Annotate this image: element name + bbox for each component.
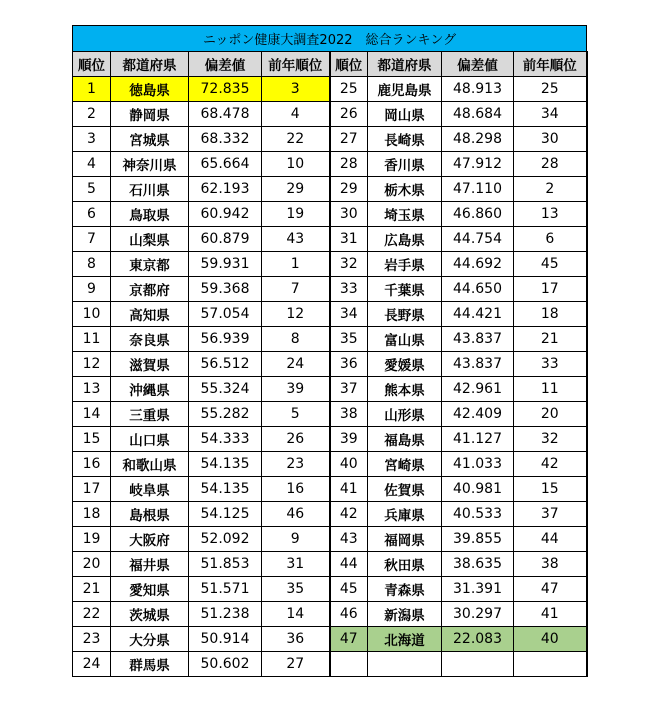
cell-prefecture: 埼玉県: [368, 202, 442, 227]
cell-rank: 23: [73, 627, 111, 652]
cell-score: 54.125: [189, 502, 262, 527]
cell-rank: 21: [73, 577, 111, 602]
table-row: [73, 202, 587, 227]
cell-previous-rank: 13: [514, 202, 587, 227]
table-row: [73, 427, 587, 452]
table-row: [73, 627, 587, 652]
cell-rank: 33: [330, 277, 368, 302]
cell-rank: 3: [73, 127, 111, 152]
cell-score: 48.298: [442, 127, 514, 152]
cell-prefecture: 鹿児島県: [368, 77, 442, 102]
cell-previous-rank: 26: [262, 427, 330, 452]
cell-previous-rank: 28: [514, 152, 587, 177]
cell-rank: 28: [330, 152, 368, 177]
cell-prefecture: 熊本県: [368, 377, 442, 402]
header-score: 偏差値: [442, 52, 514, 77]
cell-score: 51.571: [189, 577, 262, 602]
cell-previous-rank: 16: [262, 477, 330, 502]
cell-prefecture: 福井県: [111, 552, 189, 577]
table-row: [73, 227, 587, 252]
cell-score: 22.083: [442, 627, 514, 652]
cell-prefecture: 栃木県: [368, 177, 442, 202]
cell-previous-rank: 43: [262, 227, 330, 252]
cell-prefecture: 山形県: [368, 402, 442, 427]
cell-score: 59.931: [189, 252, 262, 277]
header-prefecture: 都道府県: [368, 52, 442, 77]
table-row: [73, 402, 587, 427]
cell-rank: 2: [73, 102, 111, 127]
cell-previous-rank: 35: [262, 577, 330, 602]
cell-score: 59.368: [189, 277, 262, 302]
cell-rank: 36: [330, 352, 368, 377]
table-row: [73, 652, 587, 677]
cell-score: 68.332: [189, 127, 262, 152]
cell-score: 60.879: [189, 227, 262, 252]
cell-rank: 45: [330, 577, 368, 602]
cell-prefecture: 三重県: [111, 402, 189, 427]
cell-prefecture: 石川県: [111, 177, 189, 202]
cell-previous-rank: 30: [514, 127, 587, 152]
cell-previous-rank: 15: [514, 477, 587, 502]
cell-score: 72.835: [189, 77, 262, 102]
cell-prefecture: 千葉県: [368, 277, 442, 302]
cell-previous-rank: 19: [262, 202, 330, 227]
cell-rank: 1: [73, 77, 111, 102]
cell-previous-rank: 5: [262, 402, 330, 427]
cell-score: 43.837: [442, 327, 514, 352]
header-rank: 順位: [330, 52, 368, 77]
table-row: [73, 502, 587, 527]
cell-prefecture: 群馬県: [111, 652, 189, 677]
cell-prefecture: 滋賀県: [111, 352, 189, 377]
cell-rank: 18: [73, 502, 111, 527]
cell-previous-rank: 39: [262, 377, 330, 402]
cell-previous-rank: 37: [514, 502, 587, 527]
cell-prefecture: 長崎県: [368, 127, 442, 152]
cell-prefecture: 大分県: [111, 627, 189, 652]
cell-previous-rank: 22: [262, 127, 330, 152]
empty-cell: [368, 652, 442, 677]
cell-prefecture: 新潟県: [368, 602, 442, 627]
header-previous-rank: 前年順位: [262, 52, 330, 77]
cell-score: 57.054: [189, 302, 262, 327]
cell-previous-rank: 46: [262, 502, 330, 527]
cell-score: 51.853: [189, 552, 262, 577]
cell-previous-rank: 6: [514, 227, 587, 252]
table-row: [73, 77, 587, 102]
cell-previous-rank: 44: [514, 527, 587, 552]
cell-rank: 20: [73, 552, 111, 577]
cell-prefecture: 徳島県: [111, 77, 189, 102]
cell-score: 42.961: [442, 377, 514, 402]
cell-rank: 13: [73, 377, 111, 402]
cell-rank: 41: [330, 477, 368, 502]
cell-prefecture: 秋田県: [368, 552, 442, 577]
cell-rank: 30: [330, 202, 368, 227]
cell-previous-rank: 23: [262, 452, 330, 477]
ranking-sheet: [72, 25, 586, 677]
cell-previous-rank: 9: [262, 527, 330, 552]
table-row: [73, 577, 587, 602]
cell-score: 48.913: [442, 77, 514, 102]
cell-previous-rank: 21: [514, 327, 587, 352]
cell-score: 55.324: [189, 377, 262, 402]
cell-previous-rank: 27: [262, 652, 330, 677]
cell-previous-rank: 36: [262, 627, 330, 652]
cell-score: 60.942: [189, 202, 262, 227]
table-row: [73, 377, 587, 402]
cell-score: 54.333: [189, 427, 262, 452]
cell-score: 43.837: [442, 352, 514, 377]
cell-prefecture: 広島県: [368, 227, 442, 252]
cell-prefecture: 愛媛県: [368, 352, 442, 377]
cell-previous-rank: 8: [262, 327, 330, 352]
cell-rank: 34: [330, 302, 368, 327]
cell-score: 41.127: [442, 427, 514, 452]
cell-previous-rank: 31: [262, 552, 330, 577]
cell-previous-rank: 29: [262, 177, 330, 202]
cell-score: 40.533: [442, 502, 514, 527]
cell-score: 42.409: [442, 402, 514, 427]
cell-prefecture: 山梨県: [111, 227, 189, 252]
cell-score: 47.110: [442, 177, 514, 202]
table-row: [73, 252, 587, 277]
cell-prefecture: 京都府: [111, 277, 189, 302]
cell-rank: 31: [330, 227, 368, 252]
cell-prefecture: 沖縄県: [111, 377, 189, 402]
cell-score: 46.860: [442, 202, 514, 227]
cell-prefecture: 福島県: [368, 427, 442, 452]
cell-prefecture: 宮城県: [111, 127, 189, 152]
cell-prefecture: 佐賀県: [368, 477, 442, 502]
cell-previous-rank: 10: [262, 152, 330, 177]
cell-score: 47.912: [442, 152, 514, 177]
cell-previous-rank: 2: [514, 177, 587, 202]
cell-rank: 10: [73, 302, 111, 327]
cell-previous-rank: 42: [514, 452, 587, 477]
cell-previous-rank: 11: [514, 377, 587, 402]
cell-prefecture: 岐阜県: [111, 477, 189, 502]
cell-rank: 6: [73, 202, 111, 227]
cell-previous-rank: 24: [262, 352, 330, 377]
cell-score: 51.238: [189, 602, 262, 627]
header-previous-rank: 前年順位: [514, 52, 587, 77]
cell-score: 44.754: [442, 227, 514, 252]
cell-prefecture: 和歌山県: [111, 452, 189, 477]
header-prefecture: 都道府県: [111, 52, 189, 77]
cell-score: 50.602: [189, 652, 262, 677]
cell-previous-rank: 33: [514, 352, 587, 377]
empty-cell: [514, 652, 587, 677]
cell-score: 56.512: [189, 352, 262, 377]
cell-prefecture: 富山県: [368, 327, 442, 352]
cell-prefecture: 宮崎県: [368, 452, 442, 477]
cell-prefecture: 青森県: [368, 577, 442, 602]
cell-rank: 8: [73, 252, 111, 277]
cell-score: 62.193: [189, 177, 262, 202]
cell-prefecture: 鳥取県: [111, 202, 189, 227]
table-row: [73, 477, 587, 502]
cell-rank: 47: [330, 627, 368, 652]
cell-previous-rank: 32: [514, 427, 587, 452]
table-row: [73, 177, 587, 202]
cell-previous-rank: 17: [514, 277, 587, 302]
cell-previous-rank: 3: [262, 77, 330, 102]
ranking-table: [72, 25, 588, 677]
cell-previous-rank: 7: [262, 277, 330, 302]
cell-rank: 27: [330, 127, 368, 152]
table-row: [73, 552, 587, 577]
table-row: [73, 602, 587, 627]
cell-score: 44.421: [442, 302, 514, 327]
table-row: [73, 152, 587, 177]
cell-rank: 46: [330, 602, 368, 627]
cell-rank: 32: [330, 252, 368, 277]
cell-previous-rank: 40: [514, 627, 587, 652]
cell-previous-rank: 4: [262, 102, 330, 127]
cell-rank: 42: [330, 502, 368, 527]
title-row: [73, 26, 587, 52]
table-row: [73, 102, 587, 127]
cell-rank: 15: [73, 427, 111, 452]
table-title: ニッポン健康大調査2022 総合ランキング: [73, 26, 587, 52]
cell-score: 44.650: [442, 277, 514, 302]
cell-prefecture: 北海道: [368, 627, 442, 652]
table-row: [73, 277, 587, 302]
cell-score: 39.855: [442, 527, 514, 552]
table-row: [73, 327, 587, 352]
cell-rank: 17: [73, 477, 111, 502]
cell-prefecture: 山口県: [111, 427, 189, 452]
cell-score: 48.684: [442, 102, 514, 127]
cell-score: 55.282: [189, 402, 262, 427]
cell-previous-rank: 41: [514, 602, 587, 627]
cell-score: 50.914: [189, 627, 262, 652]
cell-score: 44.692: [442, 252, 514, 277]
cell-rank: 39: [330, 427, 368, 452]
cell-prefecture: 神奈川県: [111, 152, 189, 177]
cell-rank: 4: [73, 152, 111, 177]
cell-previous-rank: 47: [514, 577, 587, 602]
cell-rank: 38: [330, 402, 368, 427]
cell-score: 65.664: [189, 152, 262, 177]
cell-rank: 37: [330, 377, 368, 402]
cell-rank: 26: [330, 102, 368, 127]
cell-previous-rank: 1: [262, 252, 330, 277]
cell-rank: 22: [73, 602, 111, 627]
cell-score: 54.135: [189, 477, 262, 502]
cell-previous-rank: 34: [514, 102, 587, 127]
table-row: [73, 302, 587, 327]
cell-previous-rank: 18: [514, 302, 587, 327]
cell-rank: 19: [73, 527, 111, 552]
cell-score: 68.478: [189, 102, 262, 127]
cell-previous-rank: 38: [514, 552, 587, 577]
header-row: [73, 52, 587, 77]
cell-score: 41.033: [442, 452, 514, 477]
table-row: [73, 452, 587, 477]
cell-rank: 11: [73, 327, 111, 352]
cell-score: 52.092: [189, 527, 262, 552]
cell-rank: 7: [73, 227, 111, 252]
table-row: [73, 127, 587, 152]
cell-prefecture: 岡山県: [368, 102, 442, 127]
cell-rank: 16: [73, 452, 111, 477]
ranking-table-body: [73, 26, 587, 677]
cell-score: 54.135: [189, 452, 262, 477]
cell-prefecture: 高知県: [111, 302, 189, 327]
cell-prefecture: 愛知県: [111, 577, 189, 602]
cell-prefecture: 香川県: [368, 152, 442, 177]
cell-prefecture: 福岡県: [368, 527, 442, 552]
header-rank: 順位: [73, 52, 111, 77]
cell-rank: 12: [73, 352, 111, 377]
cell-prefecture: 茨城県: [111, 602, 189, 627]
cell-rank: 14: [73, 402, 111, 427]
cell-rank: 44: [330, 552, 368, 577]
cell-previous-rank: 14: [262, 602, 330, 627]
cell-previous-rank: 45: [514, 252, 587, 277]
empty-cell: [330, 652, 368, 677]
cell-score: 40.981: [442, 477, 514, 502]
cell-rank: 35: [330, 327, 368, 352]
cell-prefecture: 東京都: [111, 252, 189, 277]
cell-rank: 5: [73, 177, 111, 202]
cell-score: 30.297: [442, 602, 514, 627]
cell-prefecture: 奈良県: [111, 327, 189, 352]
cell-rank: 29: [330, 177, 368, 202]
cell-score: 31.391: [442, 577, 514, 602]
cell-prefecture: 島根県: [111, 502, 189, 527]
cell-prefecture: 岩手県: [368, 252, 442, 277]
cell-prefecture: 兵庫県: [368, 502, 442, 527]
cell-score: 38.635: [442, 552, 514, 577]
cell-previous-rank: 12: [262, 302, 330, 327]
cell-rank: 43: [330, 527, 368, 552]
cell-rank: 24: [73, 652, 111, 677]
cell-previous-rank: 25: [514, 77, 587, 102]
cell-prefecture: 長野県: [368, 302, 442, 327]
empty-cell: [442, 652, 514, 677]
cell-prefecture: 大阪府: [111, 527, 189, 552]
cell-score: 56.939: [189, 327, 262, 352]
header-score: 偏差値: [189, 52, 262, 77]
cell-rank: 40: [330, 452, 368, 477]
cell-rank: 9: [73, 277, 111, 302]
table-row: [73, 352, 587, 377]
cell-rank: 25: [330, 77, 368, 102]
cell-previous-rank: 20: [514, 402, 587, 427]
cell-prefecture: 静岡県: [111, 102, 189, 127]
table-row: [73, 527, 587, 552]
